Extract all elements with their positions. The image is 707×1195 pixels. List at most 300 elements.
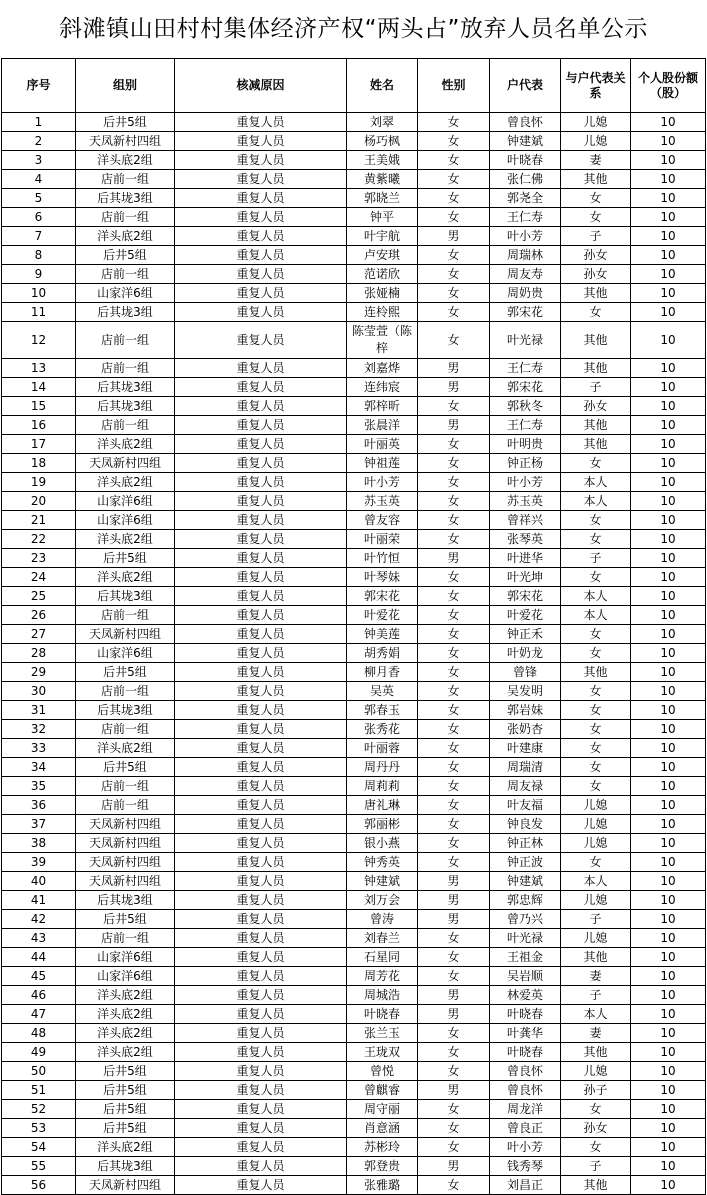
cell-relation: 其他 [561, 1043, 631, 1062]
cell-name: 曾涛 [347, 910, 418, 929]
cell-seq: 5 [2, 189, 76, 208]
cell-relation: 本人 [561, 492, 631, 511]
table-row [2, 208, 706, 227]
cell-reason: 重复人员 [175, 625, 347, 644]
cell-gender: 女 [418, 397, 490, 416]
cell-reason: 重复人员 [175, 492, 347, 511]
cell-shares: 10 [631, 170, 706, 189]
table-row [2, 227, 706, 246]
cell-name: 叶宇航 [347, 227, 418, 246]
cell-relation: 女 [561, 1138, 631, 1157]
cell-name: 郭登贵 [347, 1157, 418, 1176]
cell-relation: 女 [561, 530, 631, 549]
cell-gender: 女 [418, 929, 490, 948]
cell-gender: 女 [418, 530, 490, 549]
cell-group: 后井5组 [76, 549, 175, 568]
cell-group: 后其垅3组 [76, 891, 175, 910]
cell-name: 张兰玉 [347, 1024, 418, 1043]
table-row [2, 910, 706, 929]
cell-group: 洋头底2组 [76, 986, 175, 1005]
cell-relation: 女 [561, 568, 631, 587]
cell-gender: 男 [418, 910, 490, 929]
cell-gender: 女 [418, 1176, 490, 1195]
cell-shares: 10 [631, 416, 706, 435]
cell-relation: 儿媳 [561, 1062, 631, 1081]
cell-gender: 女 [418, 720, 490, 739]
cell-relation: 其他 [561, 663, 631, 682]
cell-group: 天凤新村四组 [76, 815, 175, 834]
cell-group: 天凤新村四组 [76, 454, 175, 473]
cell-seq: 15 [2, 397, 76, 416]
cell-relation: 妻 [561, 967, 631, 986]
cell-householder: 吴岩顺 [490, 967, 561, 986]
cell-name: 钟祖莲 [347, 454, 418, 473]
cell-seq: 41 [2, 891, 76, 910]
cell-shares: 10 [631, 132, 706, 151]
cell-gender: 女 [418, 701, 490, 720]
cell-group: 天凤新村四组 [76, 625, 175, 644]
cell-name: 刘万会 [347, 891, 418, 910]
table-row [2, 853, 706, 872]
cell-seq: 56 [2, 1176, 76, 1195]
cell-relation: 子 [561, 1157, 631, 1176]
table-row [2, 435, 706, 454]
cell-shares: 10 [631, 189, 706, 208]
cell-name: 王珑双 [347, 1043, 418, 1062]
cell-reason: 重复人员 [175, 644, 347, 663]
cell-shares: 10 [631, 853, 706, 872]
cell-seq: 14 [2, 378, 76, 397]
cell-householder: 叶晓春 [490, 151, 561, 170]
cell-gender: 女 [418, 1138, 490, 1157]
cell-householder: 钟建斌 [490, 132, 561, 151]
cell-relation: 孙女 [561, 397, 631, 416]
cell-householder: 钟正林 [490, 834, 561, 853]
cell-gender: 女 [418, 948, 490, 967]
cell-shares: 10 [631, 910, 706, 929]
cell-group: 店前一组 [76, 416, 175, 435]
cell-relation: 儿媳 [561, 132, 631, 151]
cell-reason: 重复人员 [175, 568, 347, 587]
cell-reason: 重复人员 [175, 359, 347, 378]
cell-gender: 女 [418, 777, 490, 796]
cell-group: 洋头底2组 [76, 227, 175, 246]
table-row [2, 815, 706, 834]
cell-reason: 重复人员 [175, 796, 347, 815]
cell-shares: 10 [631, 530, 706, 549]
cell-shares: 10 [631, 492, 706, 511]
cell-group: 店前一组 [76, 682, 175, 701]
cell-name: 郭春玉 [347, 701, 418, 720]
cell-reason: 重复人员 [175, 739, 347, 758]
cell-seq: 47 [2, 1005, 76, 1024]
cell-seq: 18 [2, 454, 76, 473]
table-row [2, 587, 706, 606]
cell-relation: 妻 [561, 1024, 631, 1043]
cell-reason: 重复人员 [175, 435, 347, 454]
cell-shares: 10 [631, 511, 706, 530]
cell-householder: 周龙洋 [490, 1100, 561, 1119]
cell-householder: 郭忠辉 [490, 891, 561, 910]
cell-householder: 叶晓春 [490, 1043, 561, 1062]
cell-gender: 女 [418, 473, 490, 492]
cell-reason: 重复人员 [175, 758, 347, 777]
cell-gender: 男 [418, 227, 490, 246]
cell-gender: 女 [418, 246, 490, 265]
cell-seq: 37 [2, 815, 76, 834]
cell-shares: 10 [631, 549, 706, 568]
cell-reason: 重复人员 [175, 227, 347, 246]
table-row [2, 758, 706, 777]
cell-relation: 本人 [561, 587, 631, 606]
cell-householder: 叶光禄 [490, 929, 561, 948]
cell-reason: 重复人员 [175, 1157, 347, 1176]
cell-name: 黄紫曦 [347, 170, 418, 189]
cell-householder: 叶小芳 [490, 1138, 561, 1157]
table-row [2, 1024, 706, 1043]
table-row [2, 284, 706, 303]
cell-seq: 25 [2, 587, 76, 606]
table-body [2, 113, 706, 1195]
cell-seq: 7 [2, 227, 76, 246]
cell-reason: 重复人员 [175, 170, 347, 189]
table-row [2, 1081, 706, 1100]
cell-seq: 52 [2, 1100, 76, 1119]
cell-group: 后井5组 [76, 1062, 175, 1081]
cell-relation: 其他 [561, 435, 631, 454]
table-row [2, 246, 706, 265]
table-row [2, 682, 706, 701]
cell-seq: 11 [2, 303, 76, 322]
cell-group: 后其垅3组 [76, 1157, 175, 1176]
cell-seq: 3 [2, 151, 76, 170]
cell-group: 店前一组 [76, 796, 175, 815]
cell-relation: 女 [561, 454, 631, 473]
cell-gender: 女 [418, 511, 490, 530]
cell-householder: 叶光坤 [490, 568, 561, 587]
cell-shares: 10 [631, 568, 706, 587]
cell-name: 张娅楠 [347, 284, 418, 303]
cell-seq: 10 [2, 284, 76, 303]
cell-householder: 张仁佛 [490, 170, 561, 189]
cell-seq: 26 [2, 606, 76, 625]
cell-shares: 10 [631, 1005, 706, 1024]
cell-shares: 10 [631, 1100, 706, 1119]
cell-seq: 12 [2, 322, 76, 359]
cell-shares: 10 [631, 1062, 706, 1081]
cell-name: 连纬宸 [347, 378, 418, 397]
cell-reason: 重复人员 [175, 189, 347, 208]
cell-reason: 重复人员 [175, 853, 347, 872]
cell-gender: 女 [418, 587, 490, 606]
table-row [2, 303, 706, 322]
cell-name: 刘嘉烨 [347, 359, 418, 378]
cell-group: 洋头底2组 [76, 435, 175, 454]
cell-group: 店前一组 [76, 720, 175, 739]
table-row [2, 720, 706, 739]
cell-group: 后井5组 [76, 1119, 175, 1138]
table-row [2, 625, 706, 644]
cell-shares: 10 [631, 815, 706, 834]
cell-name: 曾友容 [347, 511, 418, 530]
cell-group: 店前一组 [76, 359, 175, 378]
cell-reason: 重复人员 [175, 549, 347, 568]
cell-householder: 郭宋花 [490, 378, 561, 397]
cell-seq: 20 [2, 492, 76, 511]
cell-shares: 10 [631, 1024, 706, 1043]
cell-name: 苏玉英 [347, 492, 418, 511]
cell-shares: 10 [631, 625, 706, 644]
cell-name: 叶竹恒 [347, 549, 418, 568]
cell-name: 叶丽英 [347, 435, 418, 454]
cell-name: 范诺欣 [347, 265, 418, 284]
cell-shares: 10 [631, 872, 706, 891]
cell-name: 柳月香 [347, 663, 418, 682]
header-shares: 个人股份额（股） [631, 59, 706, 113]
cell-reason: 重复人员 [175, 891, 347, 910]
cell-reason: 重复人员 [175, 208, 347, 227]
cell-reason: 重复人员 [175, 1100, 347, 1119]
cell-gender: 女 [418, 303, 490, 322]
cell-relation: 女 [561, 511, 631, 530]
cell-reason: 重复人员 [175, 777, 347, 796]
table-row [2, 151, 706, 170]
cell-seq: 30 [2, 682, 76, 701]
cell-householder: 郭岩妹 [490, 701, 561, 720]
cell-gender: 女 [418, 132, 490, 151]
cell-name: 王美娥 [347, 151, 418, 170]
table-row [2, 132, 706, 151]
cell-name: 刘翠 [347, 113, 418, 132]
cell-relation: 儿媳 [561, 891, 631, 910]
cell-relation: 其他 [561, 359, 631, 378]
cell-shares: 10 [631, 1176, 706, 1195]
table-row [2, 170, 706, 189]
cell-shares: 10 [631, 777, 706, 796]
cell-householder: 周奶贵 [490, 284, 561, 303]
cell-name: 叶爱花 [347, 606, 418, 625]
cell-householder: 周瑞清 [490, 758, 561, 777]
cell-name: 周守丽 [347, 1100, 418, 1119]
cell-reason: 重复人员 [175, 1176, 347, 1195]
cell-reason: 重复人员 [175, 682, 347, 701]
cell-group: 洋头底2组 [76, 151, 175, 170]
cell-relation: 儿媳 [561, 113, 631, 132]
header-name: 姓名 [347, 59, 418, 113]
cell-gender: 女 [418, 1119, 490, 1138]
cell-householder: 钟建斌 [490, 872, 561, 891]
cell-householder: 郭宋花 [490, 587, 561, 606]
cell-name: 张晨洋 [347, 416, 418, 435]
cell-relation: 儿媳 [561, 929, 631, 948]
cell-gender: 女 [418, 1043, 490, 1062]
cell-name: 周莉莉 [347, 777, 418, 796]
cell-reason: 重复人员 [175, 815, 347, 834]
table-row [2, 1043, 706, 1062]
cell-shares: 10 [631, 663, 706, 682]
cell-householder: 叶奶龙 [490, 644, 561, 663]
cell-seq: 42 [2, 910, 76, 929]
cell-reason: 重复人员 [175, 397, 347, 416]
table-row [2, 454, 706, 473]
cell-shares: 10 [631, 359, 706, 378]
cell-name: 钟美莲 [347, 625, 418, 644]
cell-shares: 10 [631, 113, 706, 132]
cell-relation: 子 [561, 910, 631, 929]
cell-relation: 子 [561, 227, 631, 246]
cell-householder: 张奶杏 [490, 720, 561, 739]
cell-shares: 10 [631, 397, 706, 416]
cell-shares: 10 [631, 473, 706, 492]
cell-reason: 重复人员 [175, 113, 347, 132]
cell-gender: 女 [418, 284, 490, 303]
cell-group: 后其垅3组 [76, 701, 175, 720]
cell-gender: 男 [418, 359, 490, 378]
table-row [2, 322, 706, 359]
cell-seq: 51 [2, 1081, 76, 1100]
cell-relation: 孙女 [561, 1119, 631, 1138]
cell-relation: 子 [561, 986, 631, 1005]
cell-group: 后其垅3组 [76, 378, 175, 397]
cell-householder: 刘昌正 [490, 1176, 561, 1195]
cell-relation: 孙女 [561, 246, 631, 265]
cell-gender: 女 [418, 454, 490, 473]
cell-name: 郭宋花 [347, 587, 418, 606]
cell-group: 后井5组 [76, 663, 175, 682]
table-row [2, 796, 706, 815]
cell-name: 刘春兰 [347, 929, 418, 948]
cell-seq: 49 [2, 1043, 76, 1062]
header-householder: 户代表 [490, 59, 561, 113]
cell-group: 山家洋6组 [76, 511, 175, 530]
cell-relation: 女 [561, 644, 631, 663]
cell-group: 店前一组 [76, 322, 175, 359]
cell-relation: 女 [561, 777, 631, 796]
cell-relation: 女 [561, 739, 631, 758]
cell-seq: 32 [2, 720, 76, 739]
cell-group: 店前一组 [76, 606, 175, 625]
cell-householder: 叶龚华 [490, 1024, 561, 1043]
cell-householder: 郭秋冬 [490, 397, 561, 416]
cell-householder: 曾锋 [490, 663, 561, 682]
cell-householder: 曾良怀 [490, 113, 561, 132]
table-row [2, 1100, 706, 1119]
header-reason: 核减原因 [175, 59, 347, 113]
cell-gender: 女 [418, 113, 490, 132]
cell-gender: 女 [418, 606, 490, 625]
cell-group: 洋头底2组 [76, 1024, 175, 1043]
cell-reason: 重复人员 [175, 416, 347, 435]
cell-seq: 21 [2, 511, 76, 530]
cell-reason: 重复人员 [175, 929, 347, 948]
cell-reason: 重复人员 [175, 872, 347, 891]
cell-group: 洋头底2组 [76, 739, 175, 758]
cell-name: 卢安琪 [347, 246, 418, 265]
cell-shares: 10 [631, 967, 706, 986]
cell-householder: 王仁寿 [490, 359, 561, 378]
cell-householder: 王仁寿 [490, 416, 561, 435]
cell-relation: 其他 [561, 322, 631, 359]
cell-reason: 重复人员 [175, 587, 347, 606]
cell-reason: 重复人员 [175, 265, 347, 284]
cell-name: 叶丽蓉 [347, 739, 418, 758]
table-row [2, 397, 706, 416]
cell-shares: 10 [631, 284, 706, 303]
cell-name: 张秀花 [347, 720, 418, 739]
cell-shares: 10 [631, 246, 706, 265]
cell-relation: 女 [561, 682, 631, 701]
cell-seq: 17 [2, 435, 76, 454]
table-row [2, 1157, 706, 1176]
cell-name: 连柃熙 [347, 303, 418, 322]
table-row [2, 739, 706, 758]
cell-reason: 重复人员 [175, 1043, 347, 1062]
cell-shares: 10 [631, 227, 706, 246]
cell-reason: 重复人员 [175, 1062, 347, 1081]
cell-reason: 重复人员 [175, 511, 347, 530]
cell-relation: 女 [561, 625, 631, 644]
cell-householder: 曾良怀 [490, 1081, 561, 1100]
cell-relation: 女 [561, 303, 631, 322]
table-row [2, 701, 706, 720]
cell-gender: 女 [418, 170, 490, 189]
cell-relation: 孙女 [561, 265, 631, 284]
cell-reason: 重复人员 [175, 284, 347, 303]
cell-relation: 本人 [561, 872, 631, 891]
cell-seq: 9 [2, 265, 76, 284]
cell-relation: 本人 [561, 1005, 631, 1024]
cell-seq: 54 [2, 1138, 76, 1157]
cell-group: 后井5组 [76, 1100, 175, 1119]
cell-group: 洋头底2组 [76, 473, 175, 492]
cell-householder: 叶建康 [490, 739, 561, 758]
cell-shares: 10 [631, 644, 706, 663]
cell-group: 店前一组 [76, 170, 175, 189]
cell-seq: 24 [2, 568, 76, 587]
cell-name: 叶小芳 [347, 473, 418, 492]
cell-reason: 重复人员 [175, 454, 347, 473]
cell-seq: 27 [2, 625, 76, 644]
table-row [2, 492, 706, 511]
cell-reason: 重复人员 [175, 948, 347, 967]
cell-reason: 重复人员 [175, 910, 347, 929]
cell-householder: 叶爱花 [490, 606, 561, 625]
cell-shares: 10 [631, 208, 706, 227]
cell-name: 钟秀英 [347, 853, 418, 872]
cell-relation: 其他 [561, 948, 631, 967]
cell-group: 天凤新村四组 [76, 853, 175, 872]
cell-name: 吴英 [347, 682, 418, 701]
cell-seq: 22 [2, 530, 76, 549]
cell-householder: 叶晓春 [490, 1005, 561, 1024]
cell-gender: 女 [418, 758, 490, 777]
cell-shares: 10 [631, 322, 706, 359]
table-row [2, 872, 706, 891]
table-header-row [2, 59, 706, 113]
cell-reason: 重复人员 [175, 378, 347, 397]
cell-group: 天凤新村四组 [76, 132, 175, 151]
cell-shares: 10 [631, 587, 706, 606]
cell-reason: 重复人员 [175, 530, 347, 549]
cell-group: 山家洋6组 [76, 492, 175, 511]
table-row [2, 1119, 706, 1138]
cell-householder: 吴发明 [490, 682, 561, 701]
cell-relation: 本人 [561, 606, 631, 625]
header-relation: 与户代表关系 [561, 59, 631, 113]
cell-group: 天凤新村四组 [76, 834, 175, 853]
cell-name: 曾悦 [347, 1062, 418, 1081]
cell-relation: 妻 [561, 151, 631, 170]
